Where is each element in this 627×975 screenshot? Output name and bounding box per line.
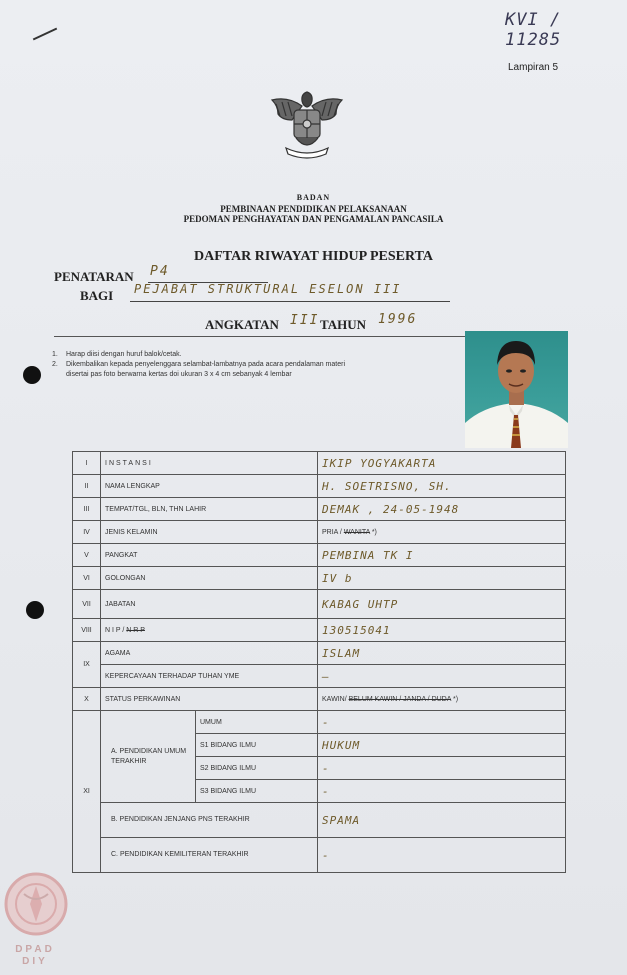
penataran-label: PENATARAN: [54, 269, 134, 284]
row-jenis-kelamin: IV JENIS KELAMIN PRIA / WANITA *): [73, 521, 566, 544]
row-instansi: I INSTANSI IKIP YOGYAKARTA: [73, 452, 566, 475]
tahun-label: TAHUN: [320, 317, 366, 332]
lampiran-label: Lampiran 5: [508, 62, 559, 73]
biodata-table: [72, 451, 566, 873]
header-line-3: PEDOMAN PENGHAYATAN DAN PENGAMALAN PANCASILA: [183, 214, 444, 224]
row-pangkat: V PANGKAT PEMBINA TK I: [73, 544, 566, 567]
row-status-perkawinan: X STATUS PERKAWINAN KAWIN/ BELUM KAWIN / JANDA / DUDA *): [73, 688, 566, 711]
bagi-label: BAGI: [80, 288, 114, 303]
row-pendidikan-pns: B. PENDIDIKAN JENJANG PNS TERAKHIR SPAMA: [73, 803, 566, 838]
archive-watermark-text: DPAD DIY: [15, 944, 55, 967]
row-s3: S3 BIDANG ILMU -: [73, 780, 566, 803]
row-agama: IX AGAMA ISLAM: [73, 642, 566, 665]
row-golongan: VI GOLONGAN IV b: [73, 567, 566, 590]
note-2: 2. Dikembalikan kepada penyelenggara selambat-lambatnya pada acara pendalaman materi disertai pas foto berwarna kertas doi ukuran 3 x 4 cm sebanyak 4 lembar: [52, 361, 346, 378]
archive-code: KVI / 11285: [505, 10, 562, 50]
angkatan-label: ANGKATAN: [205, 317, 279, 332]
angkatan-value: III: [290, 313, 320, 328]
row-jabatan: VII JABATAN KABAG UHTP: [73, 590, 566, 619]
row-pendidikan-militer: C. PENDIDIKAN KEMILITERAN TERAKHIR -: [73, 838, 566, 873]
tahun-value: 1996: [378, 312, 418, 327]
participant-photo: [465, 331, 568, 448]
bagi-value: PEJABAT STRUKTURAL ESELON III: [134, 282, 402, 296]
row-pendidikan-umum: XI A. PENDIDIKAN UMUM TERAKHIR UMUM -: [73, 711, 566, 734]
pen-mark: [33, 28, 57, 41]
header-line-2: PEMBINAAN PENDIDIKAN PELAKSANAAN: [220, 204, 407, 214]
row-tempat-lahir: III TEMPAT/TGL, BLN, THN LAHIR DEMAK , 24-05-1948: [73, 498, 566, 521]
row-s1: S1 BIDANG ILMU HUKUM: [73, 734, 566, 757]
header-line-1: BADAN: [296, 193, 331, 202]
note-1: 1. Harap diisi dengan huruf balok/cetak.: [52, 351, 182, 358]
row-nip: VIII N I P / N R P 130515041: [73, 619, 566, 642]
row-s2: S2 BIDANG ILMU -: [73, 757, 566, 780]
punch-hole-bottom: [26, 601, 44, 619]
document-title: DAFTAR RIWAYAT HIDUP PESERTA: [194, 249, 433, 264]
instructions: [52, 350, 352, 380]
penataran-value: P4: [150, 264, 170, 279]
garuda-emblem-icon: [266, 84, 348, 164]
row-nama: II NAMA LENGKAP H. SOETRISNO, SH.: [73, 475, 566, 498]
archive-seal-icon: [2, 864, 70, 944]
row-kepercayaan: KEPERCAYAAN TERHADAP TUHAN YME —: [73, 665, 566, 688]
punch-hole-top: [23, 366, 41, 384]
